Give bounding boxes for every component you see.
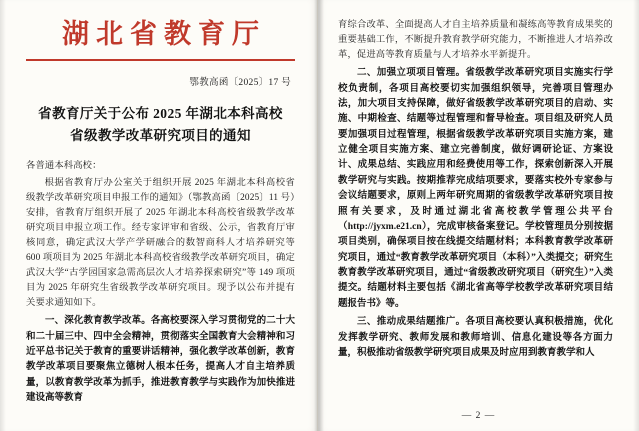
document-title-line-1: 省教育厅关于公布 2025 年湖北本科高校 bbox=[38, 105, 283, 121]
right-page bbox=[318, 0, 639, 431]
left-page bbox=[0, 0, 318, 431]
masthead-red-rule bbox=[26, 59, 295, 61]
masthead bbox=[26, 12, 295, 61]
document-title bbox=[26, 103, 295, 148]
page-number: — 2 — bbox=[461, 411, 496, 421]
section-heading-paragraph: 二、加强立项项目管理。省级教学改革研究项目实施实行学校负责制，各项目高校要切实加强组织领导，完善项目管理办法，加大项目支持保障，做好省级教学改革研究项目的启动、实施、中期检查、结题等过程管理和督导检查。项目组及研究人员要加强项目过程管理，根据省级教学改革研究项目实施方案，建立健全项目实施方案、建立完善制度，做好调研论证、方案设计、成果总结、实践应用和经费使用等工作，探索创新深入开展教学研究与实践。按期推荐完成结项要求，要落实校外专家参与会议结题要求，原则上两年研究周期的省级教学改革研究项目按照有关要求，及时通过湖北省高校教学管理公共平台（http://jyxm.e21.cn），完成审核备案登记。学校管理员分别按据项目类别，确保项目按在线提交结题材料；本科教育教学改革研究项目，通过“教育教学改革研究项目（本科）”入类提交；研究生教育教学改革研究项目，通过“省级教改研究项目（研究生）”入类提交。结题材料主要包括《湖北省高等学校教学改革研究项目结题报告书》等。 bbox=[338, 68, 613, 309]
section-heading-paragraph: 一、深化教育教学改革。各高校要深入学习贯彻党的二十大和二十届三中、四中全会精神，贯彻落实全国教育大会精神和习近平总书记关于教育的重要讲话精神，强化教学改革创新，教育教学改革项目要聚焦立德树人根本任务，提高人才自主培养质量，以教育教学改革为抓手，推进教育教学与实践作为加快推进建设高等教育 bbox=[26, 316, 295, 404]
right-edge-shading bbox=[633, 0, 639, 431]
body-paragraph: 根据省教育厅办公室关于组织开展 2025 年湖北本科高校省级教学改革研究项目申报工作的通知》（鄂教高函〔2025〕11 号）安排，省教育厅组织开展了 2025 年湖北本科高校省级教学改革研究项目申报立项工作。经专家评审和省级、公示，省教育厅审核同意，确定武汉大学产学研融合的数智商科人才培养研究等 600 项项目为 2025 年湖北本科高校省级教学改革研究项目，确定武汉大学“古学园国家急需高层次人才培养探索研究”等 149 项项目为 2025 年研究生省级教学改革研究项目。现予以公布并提有关要求通知如下。 bbox=[26, 177, 295, 309]
section-heading-paragraph: 三、推动成果结题推广。各项目高校要认真积极措施，优化发挥教学研究、教师发展和教师培训、信息化建设等各方面力量，积极推动省级教学研究项目成果及时应用到教育教学和人 bbox=[338, 317, 613, 358]
masthead-title: 湖北省教育厅 bbox=[62, 19, 266, 49]
left-edge-shading bbox=[0, 0, 6, 431]
left-page-body bbox=[26, 159, 295, 406]
right-page-body bbox=[338, 18, 613, 361]
body-paragraph-continued: 育综合改革、全面提高人才自主培养质量和凝练高等教育成果奖的重要基础工作，不断提升教育教学研究能力，不断推进人才培养改革，促进高等教育质量与人才培养水平新提升。 bbox=[338, 20, 613, 61]
document-title-line-2: 省级教学改革研究项目的通知 bbox=[70, 127, 251, 143]
document-number: 鄂教高函〔2025〕17 号 bbox=[189, 77, 291, 88]
salutation: 各普通本科高校： bbox=[26, 161, 102, 172]
